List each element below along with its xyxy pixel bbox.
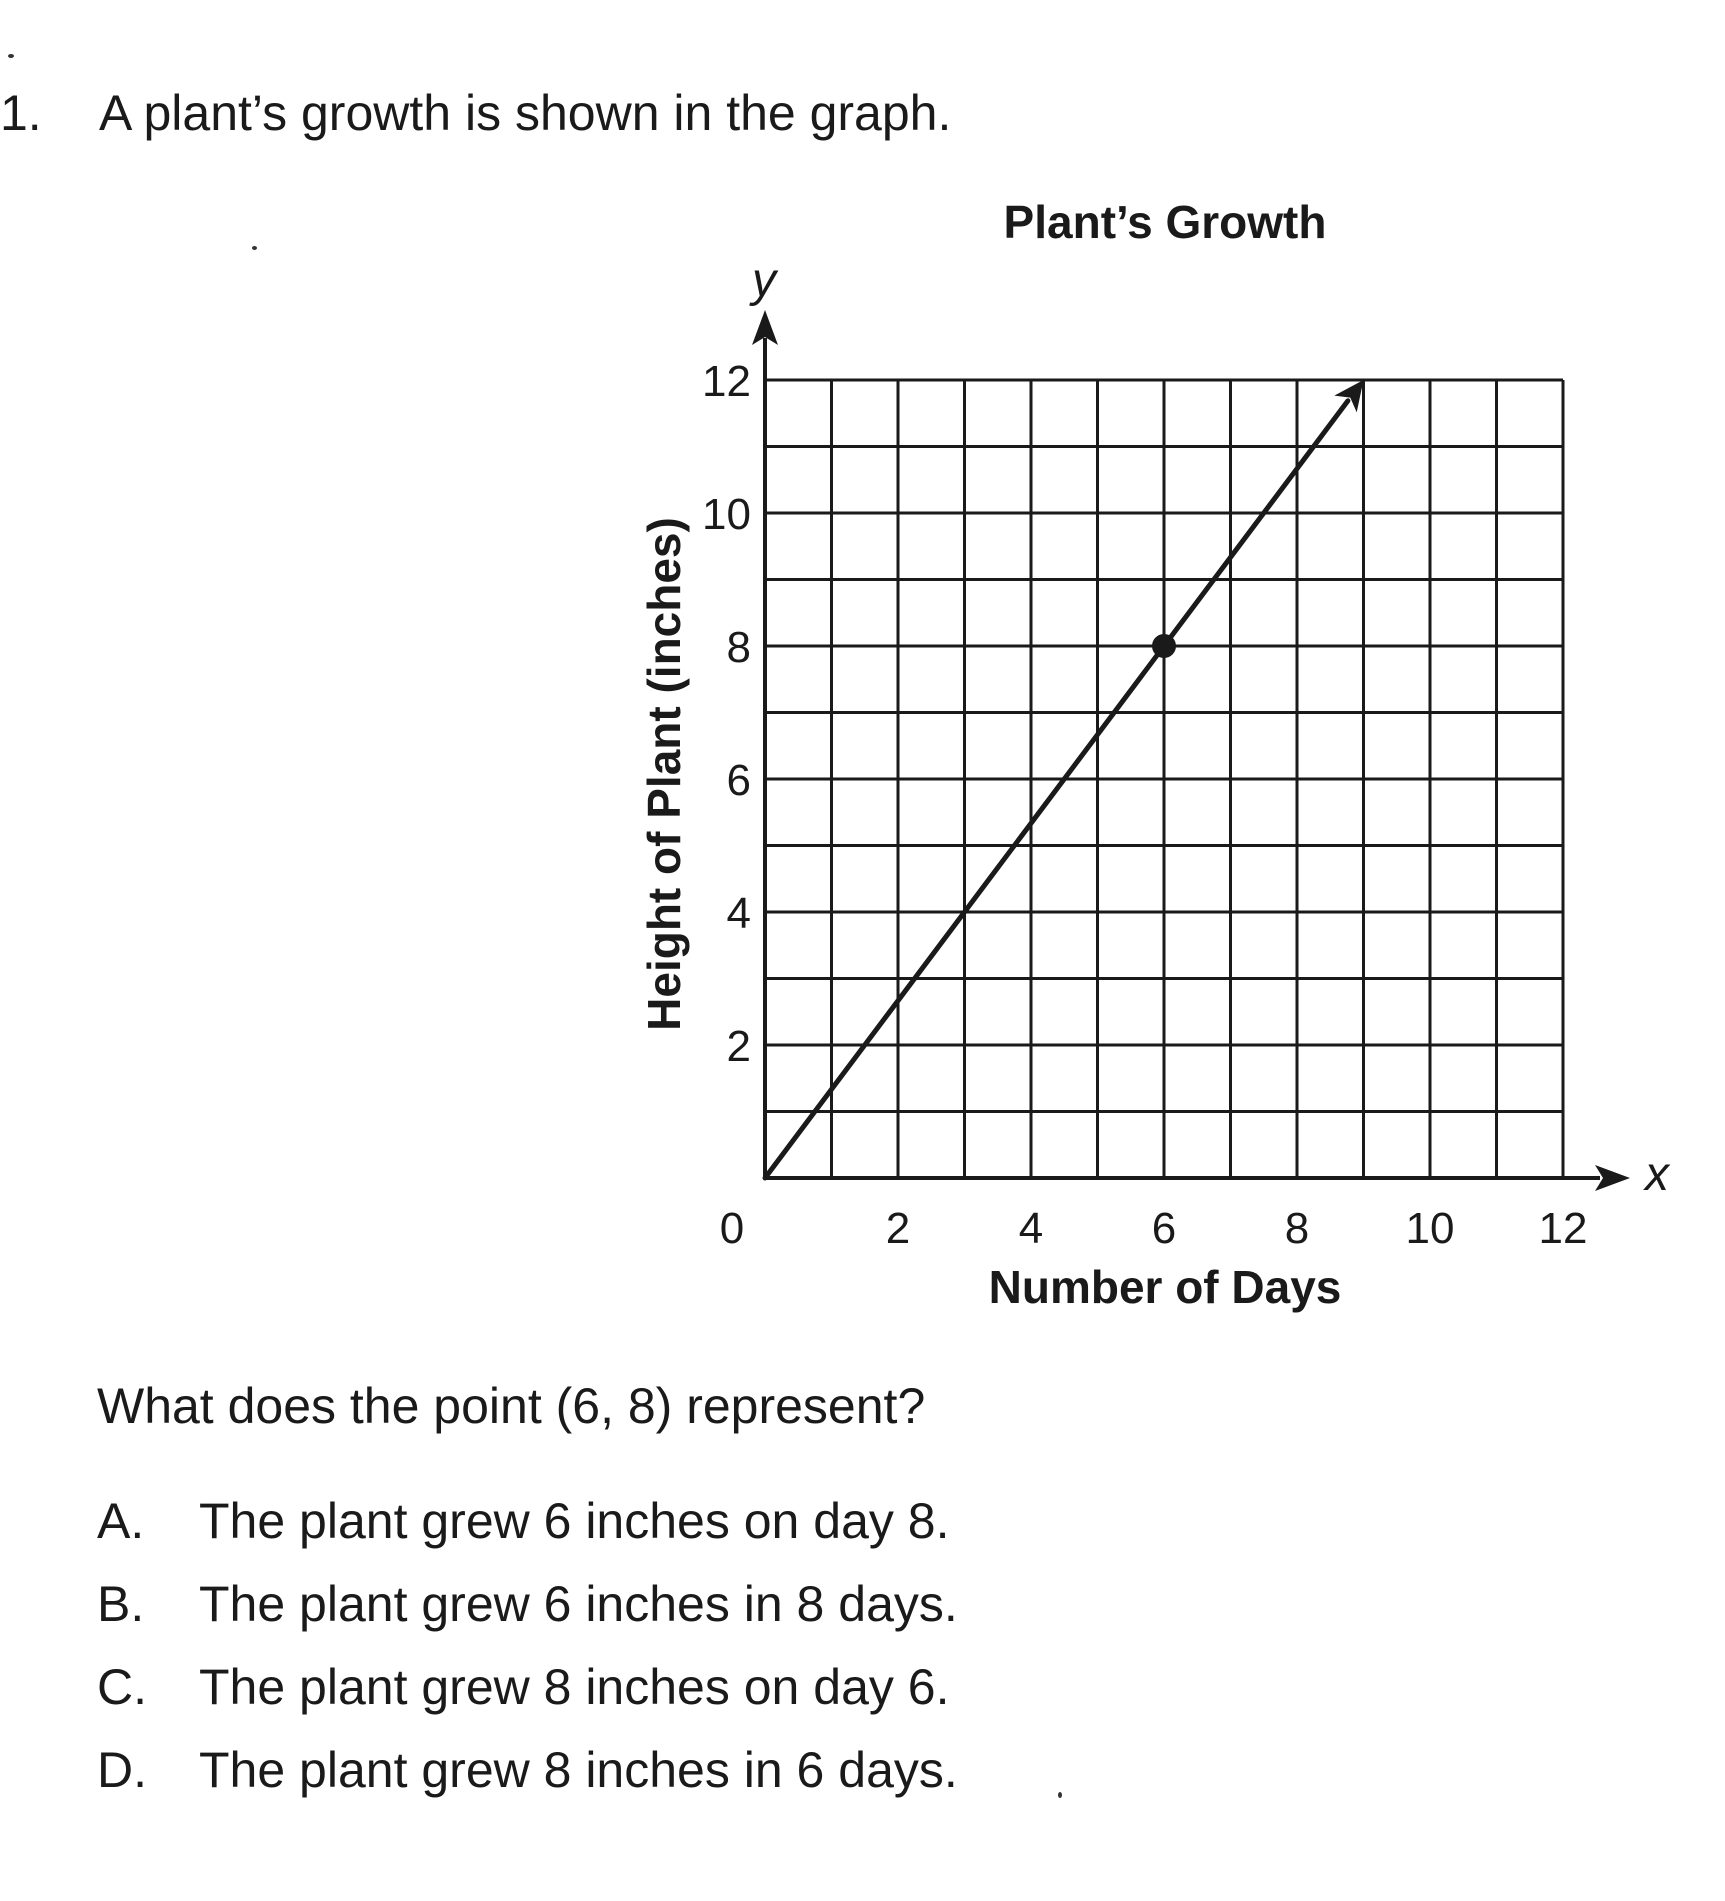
origin-label: 0: [719, 1204, 745, 1253]
choice-text: The plant grew 8 inches on day 6.: [199, 1659, 950, 1715]
x-axis-title: Number of Days: [988, 1261, 1342, 1313]
choice-letter: A.: [97, 1493, 145, 1549]
choice-text: The plant grew 8 inches in 6 days.: [199, 1742, 958, 1798]
x-axis-arrow: [1595, 1165, 1630, 1191]
tick-labels: [702, 357, 1587, 1253]
y-axis-symbol: y: [752, 254, 776, 307]
y-axis-title: Height of Plant (inches): [638, 517, 690, 1031]
data-point: [1152, 634, 1176, 658]
axes: [752, 310, 1630, 1191]
x-axis-symbol: x: [1645, 1148, 1669, 1201]
chart-title: Plant’s Growth: [1003, 196, 1327, 248]
x-tick-label: 12: [1538, 1204, 1588, 1253]
x-tick-label: 4: [1018, 1204, 1044, 1253]
choice-text: The plant grew 6 inches on day 8.: [199, 1493, 950, 1549]
x-tick-label: 10: [1405, 1204, 1455, 1253]
series-arrowhead: [1334, 380, 1363, 412]
x-tick-label: 2: [885, 1204, 911, 1253]
scan-speck: [8, 54, 14, 58]
choice-a[interactable]: [97, 1492, 949, 1550]
y-tick-label: 6: [726, 756, 751, 805]
y-tick-label: 2: [726, 1022, 751, 1071]
series-line: [765, 401, 1348, 1178]
scan-speck: [1058, 1792, 1062, 1798]
choice-text: The plant grew 6 inches in 8 days.: [199, 1576, 958, 1632]
x-tick-label: 8: [1284, 1204, 1310, 1253]
choice-b[interactable]: [97, 1575, 958, 1633]
y-tick-label: 4: [726, 889, 751, 938]
choice-c[interactable]: [97, 1658, 949, 1716]
choice-letter: B.: [97, 1576, 145, 1632]
question-prompt: A plant’s growth is shown in the graph.: [99, 85, 952, 141]
scan-speck: [252, 246, 257, 250]
sub-question: What does the point (6, 8) represent?: [97, 1378, 926, 1434]
x-tick-label: 6: [1151, 1204, 1177, 1253]
choice-letter: D.: [97, 1742, 147, 1798]
y-tick-label: 12: [702, 357, 751, 406]
y-tick-label: 10: [702, 490, 751, 539]
grid: [765, 380, 1563, 1178]
question-number: 1.: [0, 85, 42, 141]
y-tick-label: 8: [726, 623, 751, 672]
choice-d[interactable]: [97, 1741, 958, 1799]
choice-letter: C.: [97, 1659, 147, 1715]
